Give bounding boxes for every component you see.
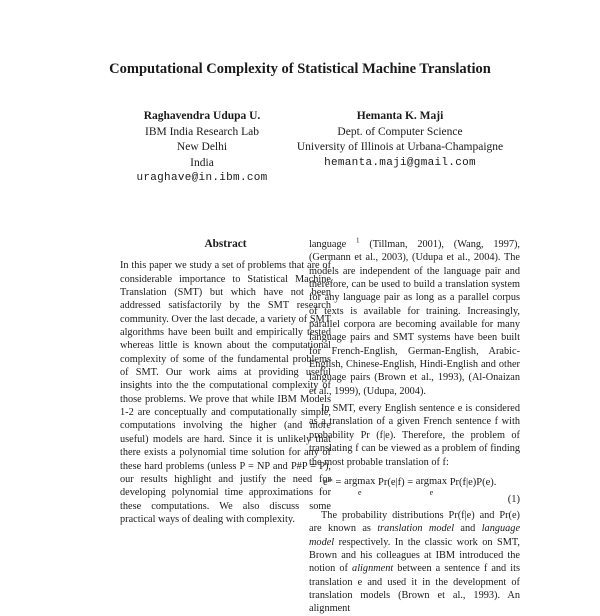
term-alignment: alignment	[352, 563, 394, 575]
equation-term-1: Pr(e|f) =	[375, 476, 416, 488]
equation-number: (1)	[507, 493, 520, 505]
paper-title: Computational Complexity of Statistical Machine Translation	[109, 61, 491, 77]
argmax-subscript: e	[357, 487, 362, 497]
para1-lead: language	[309, 239, 347, 250]
author-affiliation: University of Illinois at Urbana-Champaigne	[296, 141, 504, 153]
term-language-model: language model	[309, 523, 521, 548]
para3-text: The probability distributions Pr(f|e) and Pr(e) are known as	[309, 509, 520, 535]
author-affiliation: IBM India Research Lab	[144, 125, 259, 138]
equation-lhs: e* =	[323, 476, 345, 488]
argmax-label: argmax	[344, 475, 376, 487]
footnote-mark: 1	[356, 236, 360, 245]
abstract-text: In this paper we study a set of problems that are of considerable importance to Statistical Machine Translation (SMT) but which have not been addressed satisfactorily by the SMT research community. Over the last decade, a variety of SMT algorithms have been built and empirically tested whereas little is known about the computational complexity of some of the fundamental problems of SMT. Our work aims at providing useful insights into the the computational complexity of those problems. We prove that while IBM Models 1-2 are conceptually and computationally simple, computations involving the higher (and more useful) models are hard. Since it is unlikely that there exists a polynomial time solution for any of these hard problems (unless P = NP and P#P = P), our results highlight and justify the need for developing polynomial time approximations for these computations. We also discuss some practical ways of dealing with complexity.	[120, 260, 331, 525]
body-paragraph-2: In SMT, every English sentence e is considered as a translation of a given French sentence f with probability Pr (f|e). Therefore, the problem of translating f can be viewed as a problem of finding the most probable translation of f:	[309, 403, 520, 468]
author-affiliation: New Delhi	[176, 141, 228, 153]
author-block-2	[280, 109, 520, 171]
author-name: Hemanta K. Maji	[356, 110, 444, 122]
para3-text: and	[454, 523, 482, 535]
author-email: hemanta.maji@gmail.com	[324, 156, 476, 169]
equation-body	[323, 476, 496, 498]
argmax-operator	[416, 476, 447, 498]
author-name: Raghavendra Udupa U.	[143, 110, 261, 122]
equation-1	[309, 475, 520, 507]
para1-rest: (Tillman, 2001), (Wang, 1997), (Germann et al., 2003), (Udupa et al., 2004). The models are independent of the language pair and therefore, can be used to build a translation system for any language pair as long as a parallel corpus of texts is available for training. Increasingly, parallel corpora are becoming available for many language pairs and SMT systems have been built for French-English, German-English, Arabic-English, Chinese-English, Hindi-English and other language pairs (Brown et al., 1993), (Al-Onaizan et al., 1999), (Udupa, 2004).	[309, 239, 520, 397]
abstract-heading: Abstract	[204, 238, 247, 250]
body-paragraph-1	[309, 238, 520, 398]
author-affiliation: India	[190, 156, 214, 169]
right-column	[309, 238, 520, 616]
left-column	[120, 238, 331, 526]
term-translation-model: translation model	[377, 523, 455, 535]
author-affiliation: Dept. of Computer Science	[337, 125, 463, 138]
para3-text: between a sentence f and its translation e and used it in the development of translation models (Brown et al., 1993). An alignment	[309, 563, 521, 615]
argmax-subscript: e	[429, 487, 434, 497]
equation-term-2: Pr(f|e)P(e).	[447, 476, 497, 488]
author-email: uraghave@in.ibm.com	[136, 172, 268, 184]
para3-text: respectively. In the classic work on SMT, Brown and his colleagues at IBM introduced the notion of	[309, 536, 520, 575]
argmax-operator	[344, 476, 375, 498]
argmax-label: argmax	[415, 475, 448, 487]
